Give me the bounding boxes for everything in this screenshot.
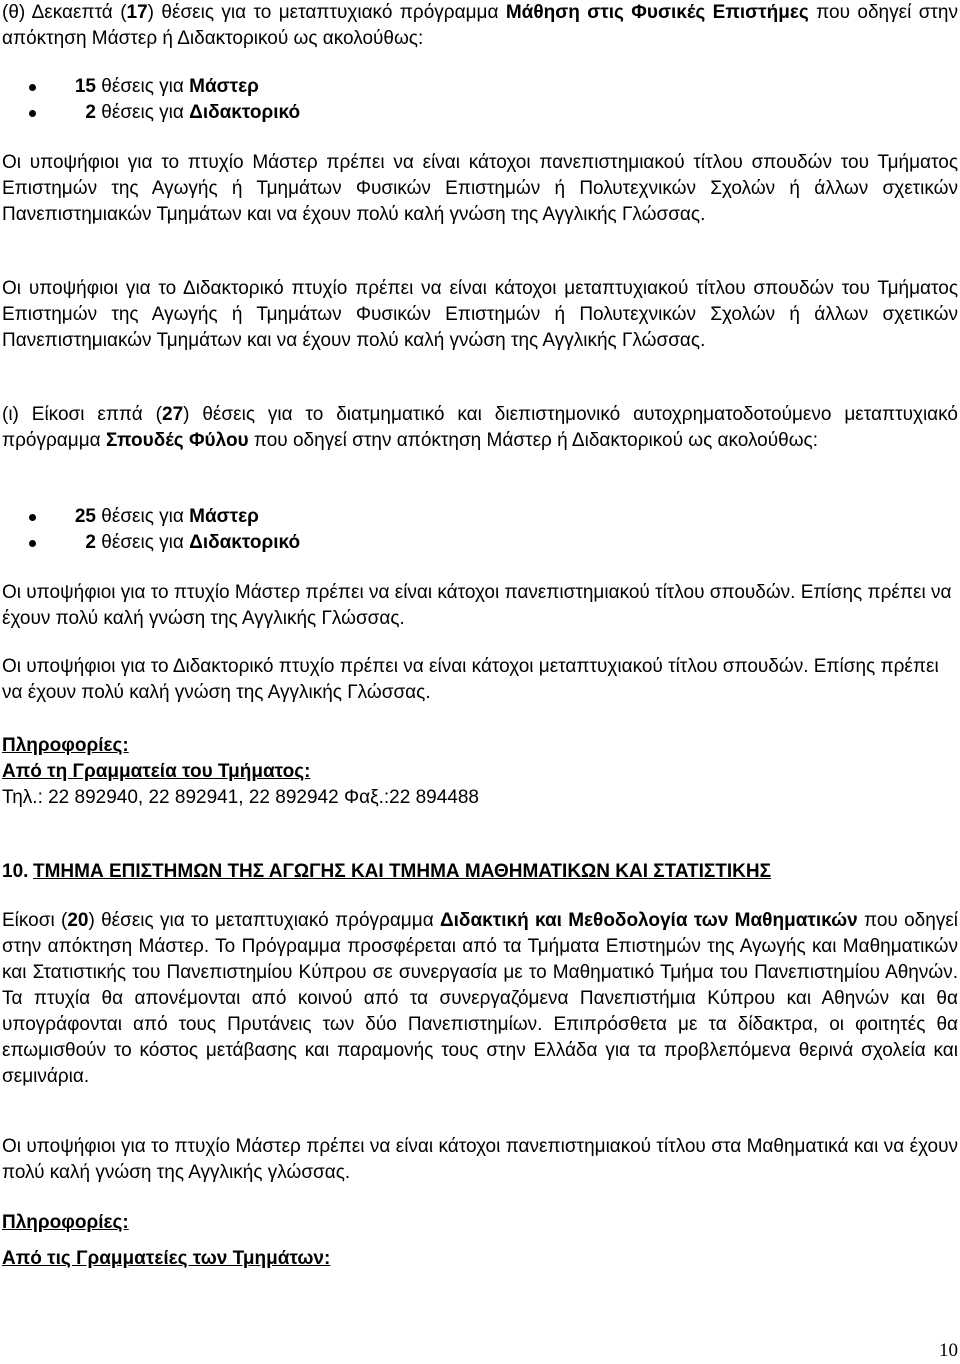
section-title: ΤΜΗΜΑ ΕΠΙΣΤΗΜΩΝ ΤΗΣ ΑΓΩΓΗΣ ΚΑΙ ΤΜΗΜΑ ΜΑΘΗΜΑΤΙΚΩΝ ΚΑΙ ΣΤΑΤΙΣΤΙΚΗΣ — [33, 861, 772, 882]
section-10-master-requirements: Οι υποψήφιοι για το πτυχίο Μάστερ πρέπει να είναι κάτοχοι πανεπιστημιακού τίτλου στα Μαθηματικά και να έχουν πολύ καλή γνώση της Αγγλικής γλώσσας. — [2, 1136, 958, 1183]
section-10-info-label — [2, 1210, 129, 1236]
intro-text: ) θέσεις για το μεταπτυχιακό πρόγραμμα — [88, 910, 440, 931]
info-source: Από τις Γραμματείες των Τμημάτων: — [2, 1248, 331, 1269]
degree-name: Διδακτορικό — [189, 532, 301, 553]
contact-numbers: : 22 892940, 22 892941, 22 892942 Φαξ.:22 894488 — [37, 787, 479, 808]
section-10-info-source — [2, 1246, 330, 1272]
list-item — [2, 74, 958, 100]
program-name: Σπουδές Φύλου — [105, 430, 249, 451]
section-theta-positions — [2, 74, 958, 126]
position-count: 2 — [85, 102, 96, 123]
degree-name: Μάστερ — [189, 506, 259, 527]
section-iota-positions — [2, 504, 958, 556]
position-count: 20 — [67, 910, 89, 931]
intro-text: (θ) Δεκαεπτά ( — [2, 2, 127, 23]
info-label: Πληροφορίες: — [2, 1212, 129, 1233]
program-name: Μάθηση στις Φυσικές Επιστήμες — [505, 2, 809, 23]
section-10-intro — [2, 908, 958, 1090]
list-item — [2, 504, 958, 530]
position-count: 2 — [85, 532, 96, 553]
tel-label: Τηλ. — [2, 787, 38, 808]
position-count: 15 — [74, 76, 96, 97]
section-iota-info-source — [2, 759, 310, 785]
intro-text: που οδηγεί στην απόκτηση Μάστερ ή Διδακτορικού ως ακολούθως: — [248, 430, 818, 451]
section-theta-intro — [2, 0, 958, 52]
position-text: θέσεις για — [96, 506, 190, 527]
section-iota-phd-requirements: Οι υποψήφιοι για το Διδακτορικό πτυχίο πρέπει να είναι κάτοχοι μεταπτυχιακού τίτλου σπουδών. Επίσης πρέπει να έχουν πολύ καλή γνώση της Αγγλικής Γλώσσας. — [2, 656, 939, 703]
position-text: θέσεις για — [96, 76, 190, 97]
position-text: θέσεις για — [96, 102, 190, 123]
list-item — [2, 530, 958, 556]
intro-text: που οδηγεί στην απόκτηση Μάστερ ή Διδακτορικού ως ακολούθως: — [2, 2, 958, 49]
section-number: 10. — [2, 861, 29, 882]
position-text: θέσεις για — [96, 532, 190, 553]
section-theta-master-requirements: Οι υποψήφιοι για το πτυχίο Μάστερ πρέπει να είναι κάτοχοι πανεπιστημιακού τίτλου σπουδών του Τμήματος Επιστημών της Αγωγής ή Τμημάτων Φυσικών Επιστημών ή Πολυτεχνικών Σχολών ή άλλων σχετικών Πανεπιστημιακών Τμημάτων και να έχουν πολύ καλή γνώση της Αγγλικής Γλώσσας. — [2, 152, 958, 225]
section-10-heading — [2, 859, 958, 885]
section-theta-phd-requirements: Οι υποψήφιοι για το Διδακτορικό πτυχίο πρέπει να είναι κάτοχοι μεταπτυχιακού τίτλου σπουδών του Τμήματος Επιστημών της Αγωγής ή Τμημάτων Φυσικών Επιστημών ή Πολυτεχνικών Σχολών ή άλλων σχετικών Πανεπιστημιακών Τμημάτων και να έχουν πολύ καλή γνώση της Αγγλικής Γλώσσας. — [2, 278, 958, 351]
position-count: 27 — [162, 404, 184, 425]
section-iota-intro — [2, 402, 958, 454]
list-item — [2, 100, 958, 126]
section-iota-contact — [2, 785, 479, 811]
degree-name: Διδακτορικό — [189, 102, 301, 123]
program-name: Διδακτική και Μεθοδολογία των Μαθηματικών — [440, 910, 858, 931]
intro-text: Είκοσι ( — [2, 910, 68, 931]
position-count: 17 — [126, 2, 148, 23]
info-source: Από τη Γραμματεία του Τμήματος: — [2, 761, 311, 782]
intro-text: ) θέσεις για το μεταπτυχιακό πρόγραμμα — [147, 2, 506, 23]
intro-text: που οδηγεί στην απόκτηση Μάστερ. Το Πρόγραμμα προσφέρεται από τα Τμήματα Επιστημών της Αγωγής και Μαθηματικών και Στατιστικής του Πανεπιστημίου Κύπρου σε συνεργασία με το Μαθηματικό Τμήμα του Πανεπιστημίου Αθηνών. Τα πτυχία θα απονέμονται από κοινού από τα συνεργαζόμενα Πανεπιστήμια Κύπρου και Αθηνών και θα υπογράφονται από τους Πρυτάνεις των δύο Πανεπιστημίων. Επιπρόσθετα με τα δίδακτρα, οι φοιτητές θα επωμισθούν το κόστος μετάβασης και παραμονής τους στην Ελλάδα για τα προβλεπόμενα θερινά σχολεία και σεμινάρια. — [2, 910, 959, 1087]
page-number: 10 — [939, 1340, 958, 1361]
section-iota-master-requirements: Οι υποψήφιοι για το πτυχίο Μάστερ πρέπει να είναι κάτοχοι πανεπιστημιακού τίτλου σπουδών. Επίσης πρέπει να έχουν πολύ καλή γνώση της Αγγλικής Γλώσσας. — [2, 582, 952, 629]
section-iota-info-label — [2, 733, 129, 759]
position-count: 25 — [74, 506, 96, 527]
info-label: Πληροφορίες: — [2, 735, 129, 756]
degree-name: Μάστερ — [189, 76, 259, 97]
intro-text: (ι) Είκοσι εππά ( — [2, 404, 162, 425]
intro-text: ) θέσεις για το διατμηματικό και διεπιστημονικό αυτοχρηματοδοτούμενο μεταπτυχιακό πρόγραμμα — [2, 404, 959, 451]
